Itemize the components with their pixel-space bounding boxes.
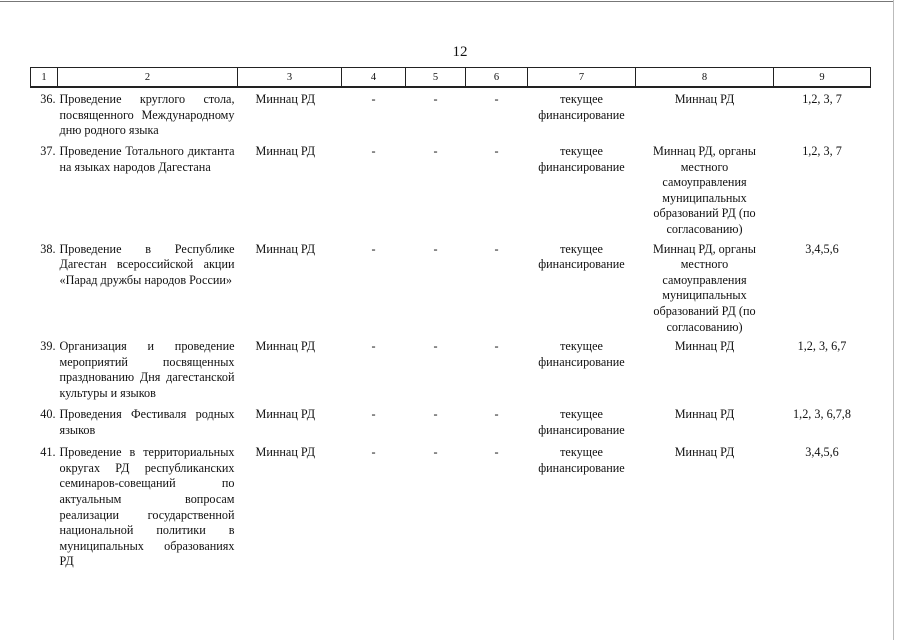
page-number: 12: [452, 44, 468, 60]
financing: текущее финансирование: [538, 445, 625, 475]
header-col-9: 9: [774, 68, 871, 88]
executor: Миннац РД: [255, 407, 316, 422]
header-col-8: 8: [636, 68, 774, 88]
col4-value: -: [371, 92, 376, 106]
col4-value: -: [371, 445, 376, 460]
col6-value: -: [494, 445, 499, 460]
participants: Миннац РД: [674, 92, 735, 106]
event-name: Проведения Фестиваля родных языков: [59, 407, 235, 437]
goals: 3,4,5,6: [805, 445, 839, 460]
col4-value: -: [371, 144, 376, 158]
executor: Миннац РД: [255, 92, 316, 106]
participants: Миннац РД, органы местного самоуправления муниципальных образований РД (по согласованию): [653, 241, 756, 334]
financing: текущее финансирование: [538, 407, 625, 437]
col5-value: -: [433, 144, 438, 158]
financing: текущее финансирование: [538, 92, 625, 122]
header-col-3: 3: [238, 68, 342, 88]
table-row: [31, 140, 871, 238]
financing: текущее финансирование: [538, 241, 625, 272]
participants: Миннац РД: [674, 407, 735, 422]
col5-value: -: [433, 92, 438, 106]
col5-value: -: [433, 407, 438, 422]
table-header: [31, 68, 871, 88]
goals: 3,4,5,6: [805, 241, 839, 256]
goals: 1,2, 3, 7: [802, 144, 842, 158]
row-number: 40.: [40, 407, 56, 422]
executor: Миннац РД: [255, 339, 316, 354]
row-number: 41.: [40, 445, 56, 460]
event-name: Проведение Тотального диктанта на языках народов Дагестана: [59, 144, 235, 174]
financing: текущее финансирование: [538, 339, 625, 369]
financing: текущее финансирование: [538, 144, 625, 174]
col4-value: -: [371, 241, 376, 256]
executor: Миннац РД: [255, 241, 316, 256]
col5-value: -: [433, 241, 438, 256]
header-row: [31, 68, 871, 88]
col6-value: -: [494, 92, 499, 106]
header-col-1: 1: [31, 68, 58, 88]
goals: 1,2, 3, 6,7: [797, 339, 847, 354]
col5-value: -: [433, 445, 438, 460]
header-col-2: 2: [58, 68, 238, 88]
table-row: [31, 441, 871, 570]
participants: Миннац РД: [674, 339, 735, 354]
executor: Миннац РД: [255, 144, 316, 158]
header-col-6: 6: [466, 68, 528, 88]
participants: Миннац РД, органы местного самоуправления муниципальных образований РД (по согласованию): [653, 144, 756, 236]
header-col-7: 7: [528, 68, 636, 88]
row-number: 36.: [40, 92, 56, 106]
table-row: [31, 403, 871, 441]
participants: Миннац РД: [674, 445, 735, 460]
page-right-edge: [893, 0, 894, 640]
page-top-edge: [0, 1, 893, 2]
table-row: [31, 87, 871, 140]
executor: Миннац РД: [255, 445, 316, 460]
header-col-5: 5: [406, 68, 466, 88]
event-name: Организация и проведение мероприятий посвященных празднованию Дня дагестанской культуры и языков: [59, 339, 235, 400]
table-row: [31, 335, 871, 403]
event-name: Проведение в территориальных округах РД республиканских семинаров-совещаний по актуальным вопросам реализации государственной национальной политики в муниципальных образованиях РД: [59, 445, 235, 569]
row-number: 37.: [40, 144, 56, 158]
goals: 1,2, 3, 7: [802, 92, 842, 106]
event-name: Проведение в Республике Дагестан всероссийской акции «Парад дружбы народов России»: [59, 241, 235, 287]
col6-value: -: [494, 144, 499, 158]
col5-value: -: [433, 339, 438, 354]
row-number: 39.: [40, 339, 56, 354]
col6-value: -: [494, 241, 499, 256]
header-col-4: 4: [342, 68, 406, 88]
event-name: Проведение круглого стола, посвященного Международному дню родного языка: [59, 92, 235, 138]
row-number: 38.: [40, 241, 56, 256]
goals: 1,2, 3, 6,7,8: [793, 407, 851, 422]
plan-table: [30, 67, 871, 570]
table-body: [31, 87, 871, 570]
table-row: [31, 238, 871, 336]
col4-value: -: [371, 339, 376, 354]
col4-value: -: [371, 407, 376, 422]
col6-value: -: [494, 339, 499, 354]
col6-value: -: [494, 407, 499, 422]
